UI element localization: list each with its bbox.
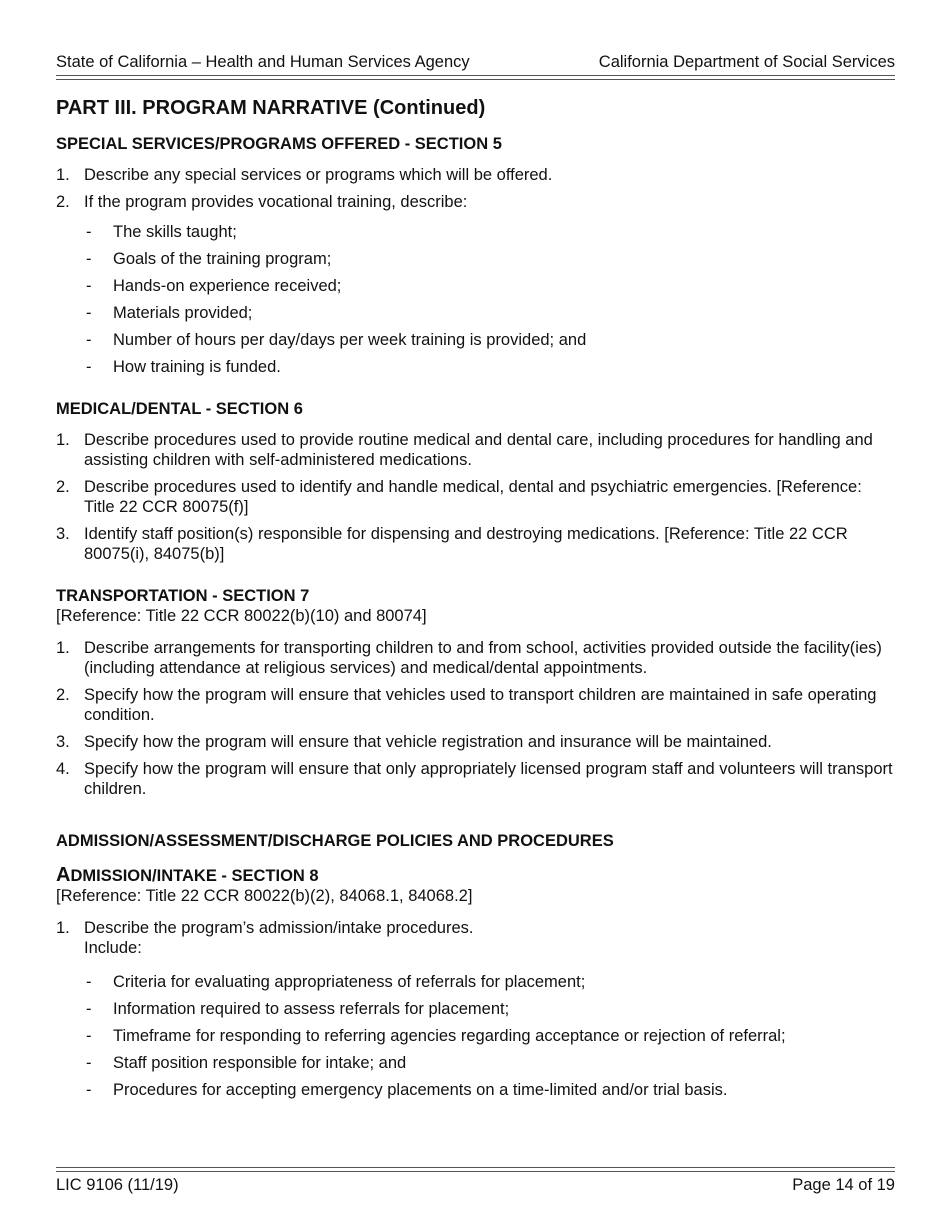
list-item: - Materials provided; <box>86 304 253 322</box>
list-item: - Staff position responsible for intake; and <box>86 1054 407 1072</box>
section-8-sublist <box>84 972 895 1100</box>
page-content <box>56 96 895 1107</box>
include-label: Include: <box>84 939 142 957</box>
list-item: 3. Specify how the program will ensure that vehicle registration and insurance will be maintained. <box>56 733 772 751</box>
list-item: - Procedures for accepting emergency placements on a time-limited and/or trial basis. <box>86 1081 728 1099</box>
section-5-list <box>56 165 895 212</box>
list-item: 1. Describe the program’s admission/intake procedures. Include: <box>56 919 474 957</box>
footer-rule <box>56 1167 895 1172</box>
list-item: - Information required to assess referrals for placement; <box>86 1000 510 1018</box>
document-page <box>56 0 895 1230</box>
header-agency: State of California – Health and Human Services Agency <box>56 53 470 71</box>
page-title: PART III. PROGRAM NARRATIVE (Continued) <box>56 97 486 119</box>
list-item: - The skills taught; <box>86 223 237 241</box>
section-5-sublist <box>84 222 895 377</box>
list-item: 1. Describe arrangements for transporting children to and from school, activities provided outside the facility(ies) (including attendance at religious services) and medical/dental appointments. <box>56 639 882 677</box>
list-item: - Hands-on experience received; <box>86 277 342 295</box>
list-item: - Criteria for evaluating appropriateness of referrals for placement; <box>86 973 586 991</box>
list-item: 2. If the program provides vocational training, describe: <box>56 193 468 211</box>
section-8-heading: ADMISSION/INTAKE - SECTION 8 <box>56 864 319 886</box>
list-item: - Timeframe for responding to referring agencies regarding acceptance or rejection of referral; <box>86 1027 786 1045</box>
form-number: LIC 9106 (11/19) <box>56 1176 179 1194</box>
section-7-reference: [Reference: Title 22 CCR 80022(b)(10) and 80074] <box>56 607 427 625</box>
section-5-heading: SPECIAL SERVICES/PROGRAMS OFFERED - SECTION 5 <box>56 135 502 153</box>
section-6-heading: MEDICAL/DENTAL - SECTION 6 <box>56 400 303 418</box>
section-7-list <box>56 638 895 799</box>
list-item: - Number of hours per day/days per week training is provided; and <box>86 331 587 349</box>
header-rule <box>56 75 895 80</box>
list-item: 2. Specify how the program will ensure that vehicles used to transport children are maintained in safe operating condition. <box>56 686 877 724</box>
section-6-list <box>56 430 895 564</box>
list-item: 3. Identify staff position(s) responsible for dispensing and destroying medications. [Reference: Title 22 CCR 80075(i), 84075(b)] <box>56 525 848 563</box>
header-department: California Department of Social Services <box>598 53 895 71</box>
list-item: 4. Specify how the program will ensure that only appropriately licensed program staff and volunteers will transport children. <box>56 760 893 798</box>
page-header <box>56 52 895 72</box>
section-8-list <box>56 918 895 958</box>
list-item: 2. Describe procedures used to identify and handle medical, dental and psychiatric emergencies. [Reference: Title 22 CCR 80075(f)] <box>56 478 862 516</box>
section-8-reference: [Reference: Title 22 CCR 80022(b)(2), 84068.1, 84068.2] <box>56 887 473 905</box>
admission-policies-heading: ADMISSION/ASSESSMENT/DISCHARGE POLICIES AND PROCEDURES <box>56 832 614 850</box>
section-7-heading: TRANSPORTATION - SECTION 7 <box>56 587 310 605</box>
list-item: 1. Describe any special services or programs which will be offered. <box>56 166 553 184</box>
page-footer <box>56 1175 895 1195</box>
page-number: Page 14 of 19 <box>792 1176 895 1194</box>
list-item: 1. Describe procedures used to provide routine medical and dental care, including procedures for handling and assisting children with self-administered medications. <box>56 431 873 469</box>
list-item: - Goals of the training program; <box>86 250 332 268</box>
list-item: - How training is funded. <box>86 358 281 376</box>
